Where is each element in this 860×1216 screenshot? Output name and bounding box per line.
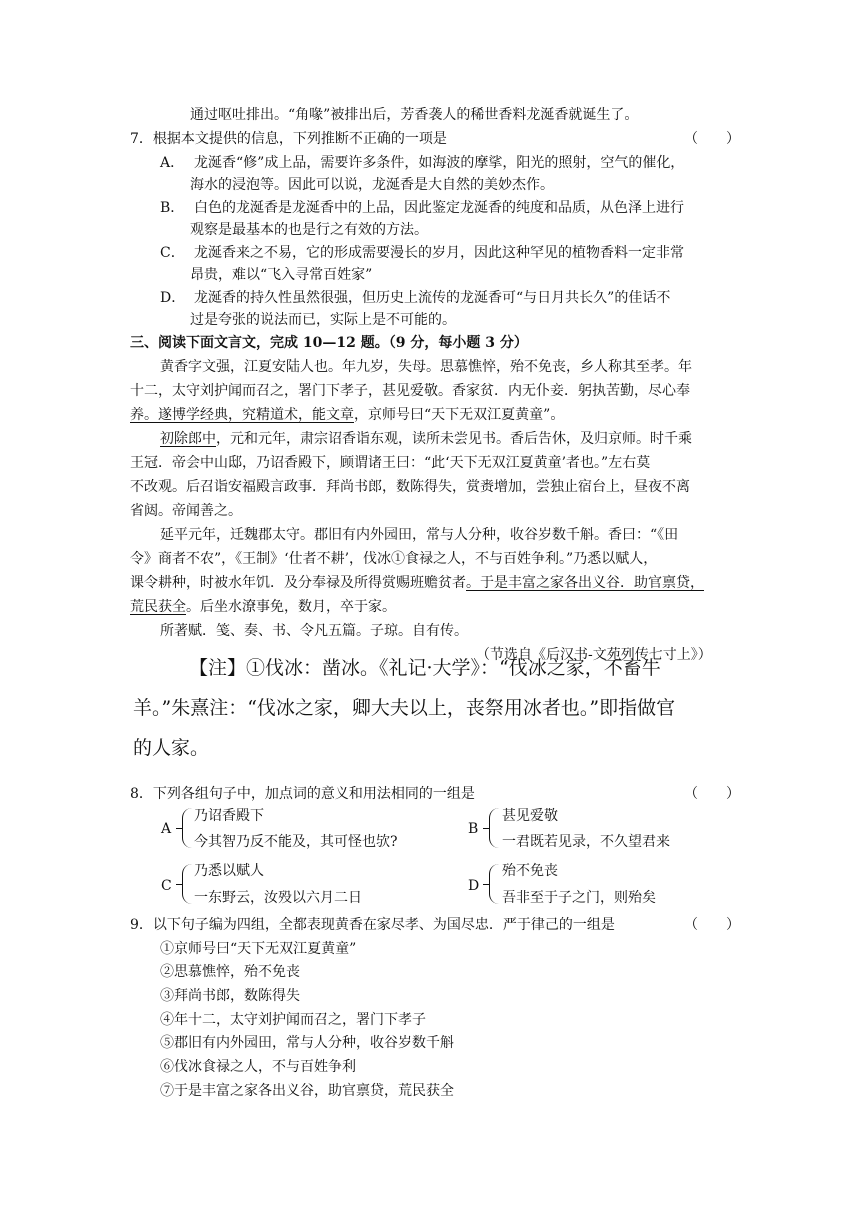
top-line: 通过呕吐排出。“角喙”被排出后，芳香袭人的稀世香料龙涎香就诞生了。 — [190, 107, 639, 123]
q9-item: ①京师号曰“天下无双江夏黄童” — [160, 941, 357, 957]
q7-option-d-line1: 龙涎香的持久性虽然很强，但历史上流传的龙涎香可“与日月共长久”的佳话不 — [194, 290, 671, 306]
q9-item: ③拜尚书郎，数陈得失 — [160, 988, 300, 1004]
q8-group-d-line2: 吾非至于子之门，则殆矣 — [502, 890, 656, 906]
passage-p3-line3-a: 课令耕种，时被水年饥．及分奉禄及所得赏赐班赡贫者 — [130, 575, 466, 591]
q9-stem: 9．以下句子编为四组，全都表现黄香在家尽孝、为国尽忠．严于律己的一组是 — [130, 917, 615, 933]
q8-group-a-label: A — [161, 821, 172, 837]
underlined-sentence-1: 养。遂博学经典，究精道术，能文章 — [130, 407, 354, 423]
passage-p3-line4-rest: 。后坐水潦事免，数月，卒于家。 — [186, 599, 396, 615]
q7-option-c-label: C． — [160, 245, 185, 261]
q8-group-b-brace — [489, 808, 500, 848]
annotation-line2: 羊。”朱熹注：“伐冰之家，卿大夫以上，丧祭用冰者也。”即指做官 — [133, 697, 676, 719]
q9-item: ⑥伐冰食禄之人，不与百姓争利 — [160, 1059, 356, 1075]
q8-group-d-label: D — [468, 878, 480, 894]
passage-p2-line3: 不改观。后召诣安福殿言政事．拜尚书郎，数陈得失，赏赉增加，尝独止宿台上，昼夜不离 — [130, 479, 690, 495]
passage-p3-line2: 令》商者不农”，《王制》‘仕者不耕’，伐冰①食禄之人，不与百姓争利。”乃悉以赋人， — [130, 551, 658, 567]
q7-option-c-line2: 昂贵，难以“飞入寻常百姓家” — [190, 267, 373, 283]
q9-answer-paren: （ ） — [684, 917, 740, 933]
q7-option-b-line2: 观察是最基本的也是行之有效的方法。 — [190, 222, 428, 238]
q8-group-d-line1: 殆不免丧 — [502, 863, 558, 879]
passage-p1-line3-rest: ，京师号曰“天下无双江夏黄童”。 — [354, 407, 565, 423]
q8-group-a-line2: 今其智乃反不能及，其可怪也欤? — [194, 834, 398, 850]
annotation-line1: 【注】①伐冰：凿冰。《礼记·大学》：“伐冰之家，不畜牛 — [189, 657, 661, 679]
q8-group-c-line1: 乃悉以赋人 — [194, 863, 264, 879]
passage-p1-line1: 黄香字文强，江夏安陆人也。年九岁，失母。思慕憔悴，殆不免丧，乡人称其至孝。年 — [160, 359, 692, 375]
q8-group-a-line1: 乃诏香殿下 — [194, 808, 264, 824]
q9-item: ⑦于是丰富之家各出义谷，助官禀贷，荒民获全 — [160, 1083, 454, 1099]
q8-group-a-brace — [182, 808, 193, 848]
annotation-line3: 的人家。 — [133, 737, 210, 759]
q7-option-a-line2: 海水的浸泡等。因此可以说，龙涎香是大自然的美妙杰作。 — [190, 177, 554, 193]
q9-item: ⑤郡旧有内外园田，常与人分种，收谷岁数千斛 — [160, 1035, 454, 1051]
passage-p2-line4: 省闼。帝闻善之。 — [130, 503, 242, 519]
q8-group-c-line2: 一东野云，汝殁以六月二日 — [194, 890, 362, 906]
passage-p1-line3 — [130, 404, 564, 426]
passage-p1-line2: 十二，太守刘护闻而召之，署门下孝子，甚见爱敬。香家贫．内无仆妾．躬执苦勤，尽心奉 — [130, 383, 690, 399]
q7-option-b-label: B． — [160, 200, 185, 216]
q8-answer-paren: （ ） — [684, 786, 740, 802]
q7-option-a-label: A． — [160, 155, 185, 171]
q8-group-c-label: C — [161, 878, 172, 894]
q7-answer-paren: （ ） — [684, 131, 740, 147]
q7-option-d-label: D． — [160, 290, 186, 306]
q7-option-b-line1: 白色的龙涎香是龙涎香中的上品，因此鉴定龙涎香的纯度和品质，从色泽上进行 — [194, 200, 684, 216]
passage-source: （节选自《后汉书-文苑列传七寸上》） — [476, 647, 712, 663]
q7-option-c-line1: 龙涎香来之不易，它的形成需要漫长的岁月，因此这种罕见的植物香料一定非常 — [194, 245, 684, 261]
passage-p3-line1: 延平元年，迁魏郡太守。郡旧有内外园田，常与人分种，收谷岁数千斛。香曰：“《田 — [160, 527, 679, 543]
passage-p2-line1-rest: ，元和元年，肃宗诏香诣东观，读所未尝见书。香后告休，及归京师。时千乘 — [216, 431, 692, 447]
underlined-sentence-2a: 。于是丰富之家各出义谷．助官禀贷， — [466, 575, 704, 591]
underlined-sentence-2b: 荒民获全 — [130, 599, 186, 615]
q7-stem: 7．根据本文提供的信息，下列推断不正确的一项是 — [130, 131, 447, 147]
q7-option-a-line1: 龙涎香“修”成上品，需要许多条件，如海波的摩挲，阳光的照射，空气的催化， — [194, 155, 685, 171]
underlined-phrase-chuchu: 初除郎中 — [160, 431, 216, 447]
q7-option-d-line2: 过是夸张的说法而已，实际上是不可能的。 — [190, 312, 456, 328]
q9-item: ②思慕憔悴，殆不免丧 — [160, 964, 300, 980]
section3-heading: 三、阅读下面文言文，完成 10—12 题。（9 分，每小题 3 分） — [130, 335, 528, 351]
passage-p3-line3 — [130, 572, 704, 594]
q8-group-c-brace — [182, 864, 193, 904]
q8-stem: 8．下列各组句子中，加点词的意义和用法相同的一组是 — [130, 786, 475, 802]
q8-group-b-line2: 一君既若见录，不久望君来 — [502, 834, 670, 850]
q8-group-b-line1: 甚见爱敬 — [502, 808, 558, 824]
passage-p4-line1: 所著赋．笺、奏、书、令凡五篇。子琼。自有传。 — [160, 623, 468, 639]
q8-group-d-brace — [489, 864, 500, 904]
q8-group-b-label: B — [468, 821, 479, 837]
passage-p2-line2: 王冠．帝会中山邸，乃诏香殿下，顾谓诸王曰：“此‘天下无双江夏黄童’者也。”左右莫 — [130, 455, 651, 471]
passage-p2-line1 — [160, 428, 692, 450]
passage-p3-line4 — [130, 596, 396, 618]
q9-item: ④年十二，太守刘护闻而召之，署门下孝子 — [160, 1012, 426, 1028]
